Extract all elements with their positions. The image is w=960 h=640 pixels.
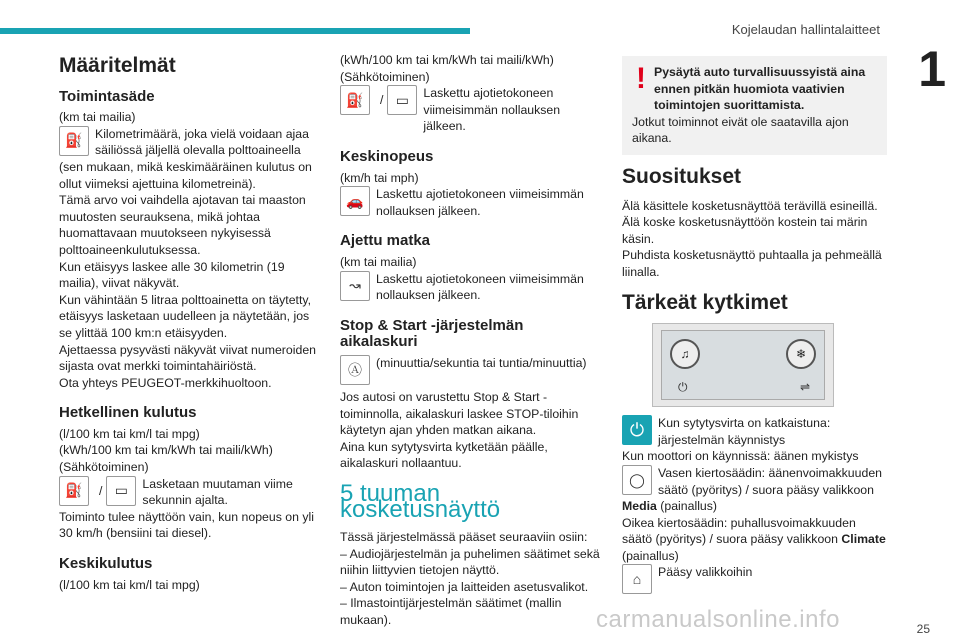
- power-button-icon: ⏻: [678, 379, 688, 394]
- stop-start-icon: Ⓐ: [340, 355, 370, 385]
- stopstart-icon-text: (minuuttia/sekuntia tai tuntia/minuuttia): [376, 355, 587, 370]
- home-row: [622, 564, 887, 594]
- warning-icon: !: [636, 62, 646, 95]
- home-text: Pääsy valikkoihin: [658, 565, 753, 580]
- ajettu-unit: (km tai mailia): [340, 254, 417, 269]
- usb-icon: ⇌: [799, 379, 810, 394]
- hetkellinen-u3: (Sähkötoiminen): [59, 460, 149, 475]
- warning-bold: Pysäytä auto turvallisuussyistä aina ennen pitkän huomiota vaativien toimintojen suorittamista.: [654, 65, 866, 113]
- touchscreen-title: 5 tuuman kosketusnäyttö: [340, 479, 501, 524]
- toimintasade-p5: Ajettaessa pysyvästi näkyvät viivat numeroiden sijasta ovat merkki toimintahäiriöstä.: [59, 342, 316, 374]
- stopstart-p1: Jos autosi on varustettu Stop & Start -toiminnolla, aikalaskuri laskee STOP-tiloihin käytetyn ajan yhden matkan aikana.: [340, 389, 579, 438]
- page-number: 25: [916, 622, 930, 636]
- suositukset-p2: Älä koske kosketusnäyttöön kostein tai märin käsin.: [622, 215, 868, 246]
- toimintasade-title: Toimintasäde: [59, 87, 155, 105]
- toimintasade-p3: Kun etäisyys laskee alle 30 kilometrin (19 mailia), viivat näkyvät.: [59, 259, 285, 291]
- climate-label: Climate: [841, 532, 886, 547]
- suositukset-p1: Älä käsittele kosketusnäyttöä terävillä esineillä.: [622, 198, 878, 213]
- power-row: [622, 415, 887, 448]
- battery-icon: ▭: [106, 476, 136, 506]
- hetkellinen-row: [59, 476, 324, 509]
- car-speed-icon: 🚗: [340, 186, 370, 216]
- knob-text: Vasen kiertosäädin: äänenvoimakkuuden säätö (pyöritys) / suora pääsy valikkoon: [658, 465, 882, 497]
- keskinopeus-row: [340, 186, 605, 219]
- touchscreen-p1: Tässä järjestelmässä pääset seuraaviin osiin:: [340, 530, 588, 545]
- touchscreen-b3: – Ilmastointijärjestelmän säätimet (mallin mukaan).: [340, 596, 562, 628]
- music-knob-icon: ♫: [670, 339, 700, 369]
- car-distance-icon: ↝: [340, 271, 370, 301]
- keskikulutus-row: [340, 85, 605, 135]
- ajettu-text: Laskettu ajotietokoneen viimeisimmän nollauksen jälkeen.: [376, 271, 584, 303]
- knob-row: [622, 465, 887, 498]
- fuel-consumption-icon: ⛽: [59, 476, 89, 506]
- toimintasade-rest: (sen mukaan, mikä keskimääräinen kulutus on ollut viimeksi ajettuina kilometreinä).: [59, 159, 312, 191]
- fuel-pump-icon: ⛽: [59, 126, 89, 156]
- toimintasade-row: [59, 126, 324, 159]
- keskinopeus-unit: (km/h tai mph): [340, 170, 419, 185]
- ajettu-title: Ajettu matka: [340, 232, 431, 250]
- header-accent-bar: [0, 28, 470, 34]
- touchscreen-b1: – Audiojärjestelmän ja puhelimen säätimet sekä niihin liittyvien tietojen näyttö.: [340, 546, 600, 578]
- toimintasade-p4: Kun vähintään 5 litraa polttoainetta on täytetty, etäisyys lasketaan uudelleen ja näytetään, jos se ylittää 100 km:n etäisyyden.: [59, 292, 312, 340]
- watermark: carmanualsonline.info: [596, 606, 840, 633]
- column-1: [59, 52, 324, 593]
- kytkimet-title: Tärkeät kytkimet: [622, 290, 788, 314]
- stopstart-p2: Aina kun sytytysvirta kytketään päälle, aikalaskuri nollaantuu.: [340, 439, 548, 471]
- right-knob-text: Oikea kiertosäädin: puhallusvoimakkuuden säätö (pyöritys) / suora pääsy valikkoon: [622, 515, 856, 547]
- home-icon: ⌂: [622, 564, 652, 594]
- column-3: [622, 52, 887, 594]
- stopstart-title: Stop & Start -järjestelmän aikalaskuri: [340, 316, 524, 351]
- touchscreen-b2: – Auton toimintojen ja laitteiden asetusvalikot.: [340, 579, 589, 594]
- slash-separator: /: [380, 93, 384, 108]
- fuel-average-icon: ⛽: [340, 85, 370, 115]
- power-icon: ⏻: [622, 415, 652, 445]
- slash-separator: /: [99, 483, 103, 498]
- hetkellinen-u2: (kWh/100 km tai km/kWh tai maili/kWh): [59, 443, 273, 458]
- media-label: Media: [622, 499, 657, 514]
- suositukset-p3: Puhdista kosketusnäyttö puhtaalla ja pehmeällä liinalla.: [622, 248, 882, 279]
- warning-box: [622, 56, 887, 155]
- chapter-number: 1: [918, 41, 946, 97]
- warning-text: Jotkut toiminnot eivät ole saatavilla ajon aikana.: [632, 114, 849, 146]
- battery-icon: ▭: [387, 85, 417, 115]
- media-line: [622, 498, 887, 515]
- header-title: Kojelaudan hallintalaitteet: [731, 22, 880, 37]
- keskinopeus-text: Laskettu ajotietokoneen viimeisimmän nollauksen jälkeen.: [376, 187, 584, 218]
- toimintasade-unit: (km tai mailia): [59, 110, 136, 125]
- keskikulutus-title: Keskikulutus: [59, 555, 153, 573]
- hetkellinen-u1: (l/100 km tai km/l tai mpg): [59, 426, 200, 441]
- control-panel-image: [652, 323, 834, 407]
- power-text: Kun sytytysvirta on katkaistuna: järjestelmän käynnistys: [658, 416, 831, 447]
- media-suffix: (painallus): [656, 499, 718, 514]
- right-knob-line: [622, 515, 887, 548]
- climate-suffix: (painallus): [622, 548, 679, 563]
- stopstart-row: [340, 355, 605, 385]
- keskikulutus-icon-text: Laskettu ajotietokoneen viimeisimmän nollauksen jälkeen.: [423, 86, 561, 134]
- toimintasade-p6: Ota yhteys PEUGEOT-merkkihuoltoon.: [59, 375, 272, 390]
- hetkellinen-icon-text: Lasketaan muutaman viime sekunnin ajalta.: [142, 476, 293, 508]
- rotary-knob-icon: ◯: [622, 465, 652, 495]
- climate-knob-icon: ❄: [786, 339, 816, 369]
- hetkellinen-p2: Toiminto tulee näyttöön vain, kun nopeus on yli 30 km/h (bensiini tai diesel).: [59, 509, 314, 541]
- hetkellinen-title: Hetkellinen kulutus: [59, 404, 197, 422]
- keskikulutus-u2: (kWh/100 km tai km/kWh tai maili/kWh): [340, 53, 554, 67]
- toimintasade-icon-text: Kilometrimäärä, joka vielä voidaan ajaa säiliössä jäljellä olevalla polttoaineella: [95, 126, 309, 158]
- ajettu-row: [340, 271, 605, 304]
- suositukset-title: Suositukset: [622, 164, 742, 188]
- keskikulutus-u1: (l/100 km tai km/l tai mpg): [59, 577, 200, 592]
- section-title: Määritelmät: [59, 54, 176, 77]
- column-2: [340, 52, 605, 629]
- keskikulutus-u3: (Sähkötoiminen): [340, 69, 430, 84]
- power-line2: Kun moottori on käynnissä: äänen mykistys: [622, 449, 859, 464]
- toimintasade-p2: Tämä arvo voi vaihdella ajotavan tai maaston muutosten seurauksena, mikä johtaa huomattavaan muutokseen nykyisessä polttoaineenkulutuksessa.: [59, 193, 306, 257]
- control-panel-inner: [661, 330, 825, 400]
- keskinopeus-title: Keskinopeus: [340, 147, 434, 165]
